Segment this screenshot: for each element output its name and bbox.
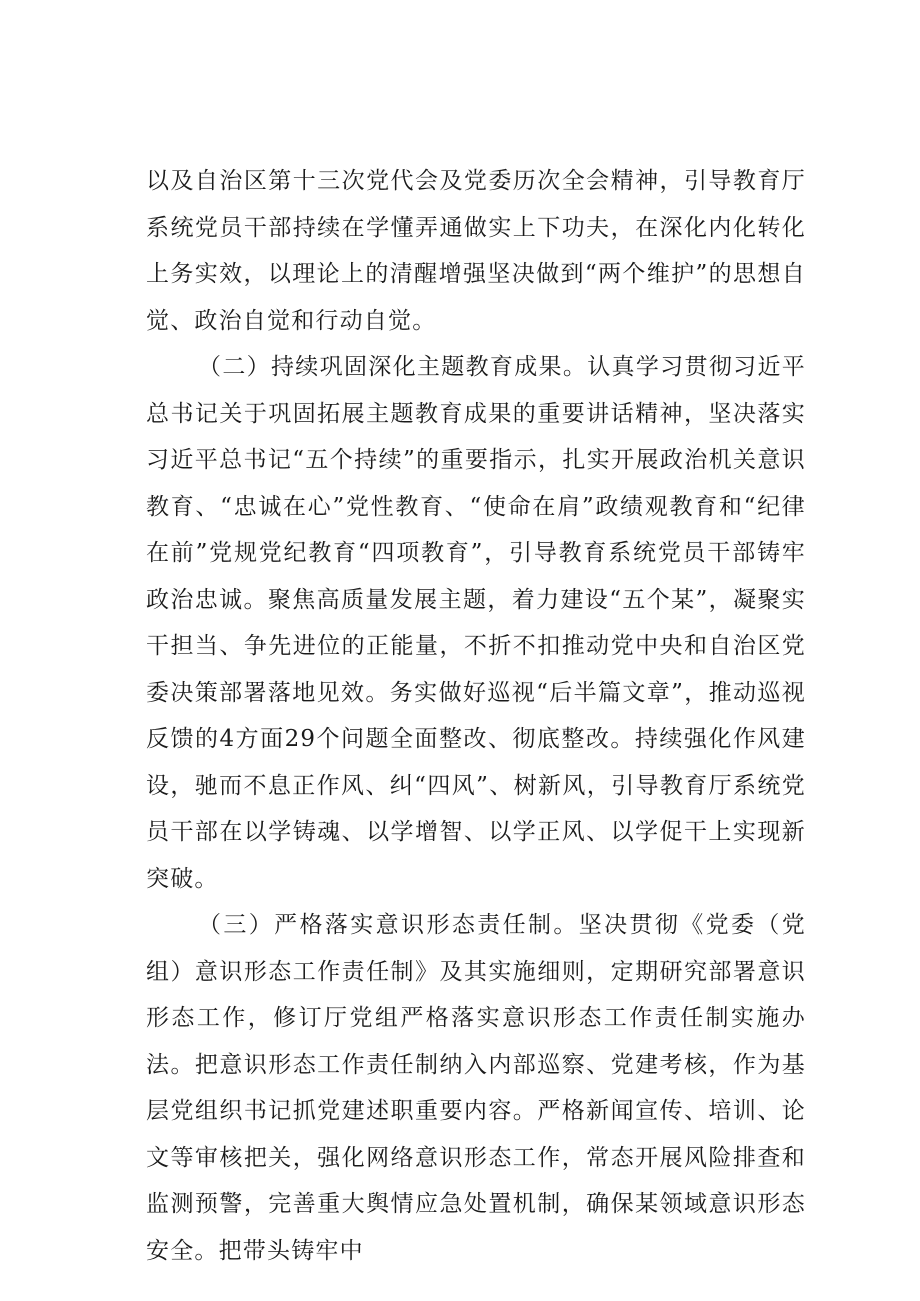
paragraph-section-3: （三）严格落实意识形态责任制。坚决贯彻《党委（党组）意识形态工作责任制》及其实施细则，定期研究部署意识形态工作，修订厅党组严格落实意识形态工作责任制实施办法。把意识形态工作责任制纳入内部巡察、党建考核，作为基层党组织书记抓党建述职重要内容。严格新闻宣传、培训、论文等审核把关，强化网络意识形态工作，常态开展风险排查和监测预警，完善重大舆情应急处置机制，确保某领域意识形态安全。把带头铸牢中	[146, 912, 806, 1264]
paragraph-intro-continuation: 以及自治区第十三次党代会及党委历次全会精神，引导教育厅系统党员干部持续在学懂弄通做实上下功夫，在深化内化转化上务实效，以理论上的清醒增强坚决做到“两个维护”的思想自觉、政治自觉和行动自觉。	[146, 168, 806, 334]
paragraph-section-2: （二）持续巩固深化主题教育成果。认真学习贯彻习近平总书记关于巩固拓展主题教育成果的重要讲话精神，坚决落实习近平总书记“五个持续”的重要指示，扎实开展政治机关意识教育、“忠诚在心”党性教育、“使命在肩”政绩观教育和“纪律在前”党规党纪教育“四项教育”，引导教育系统党员干部铸牢政治忠诚。聚焦高质量发展主题，着力建设“五个某”，凝聚实干担当、争先进位的正能量，不折不扣推动党中央和自治区党委决策部署落地见效。务实做好巡视“后半篇文章”，推动巡视反馈的4方面29个问题全面整改、彻底整改。持续强化作风建设，驰而不息正作风、纠“四风”、树新风，引导教育厅系统党员干部在以学铸魂、以学增智、以学正风、以学促干上实现新突破。	[146, 354, 806, 892]
document-body	[146, 158, 806, 1274]
